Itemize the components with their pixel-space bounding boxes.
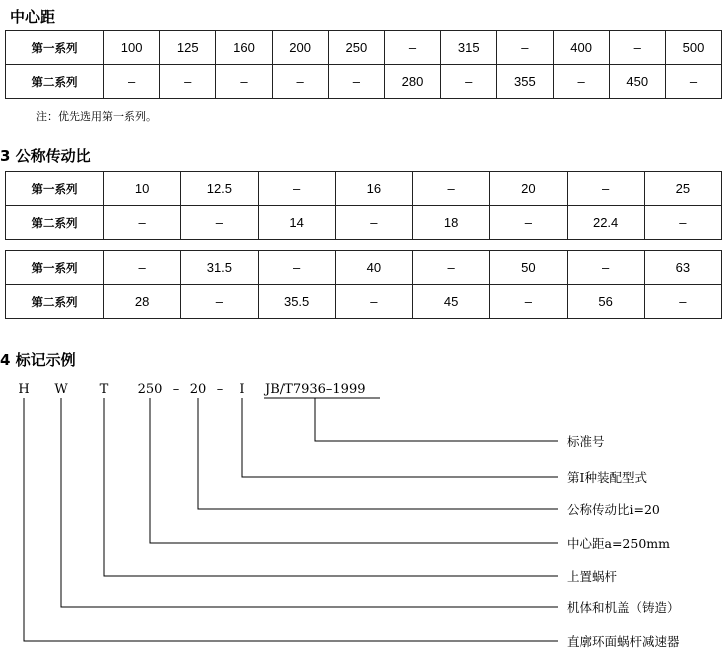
code-w: W — [54, 382, 68, 397]
leader-center-distance — [150, 398, 558, 543]
table-cell: 56 — [567, 285, 644, 319]
table-cell: 14 — [258, 206, 335, 240]
table-cell: 355 — [497, 65, 553, 99]
code-ratio: 20 — [189, 382, 207, 397]
label-assembly: 第I种装配型式 — [567, 470, 647, 485]
table-cell: 500 — [665, 31, 721, 65]
table-cell: 25 — [644, 172, 721, 206]
table-cell: 18 — [413, 206, 490, 240]
table-cell: – — [490, 206, 567, 240]
row-label: 第二系列 — [6, 65, 104, 99]
table-cell: – — [567, 172, 644, 206]
table-cell: – — [160, 65, 216, 99]
table-cell: – — [272, 65, 328, 99]
code-dash: – — [172, 382, 180, 397]
table-cell: 100 — [104, 31, 160, 65]
table-cell: 31.5 — [181, 251, 258, 285]
row-label: 第一系列 — [6, 31, 104, 65]
table-cell: 12.5 — [181, 172, 258, 206]
code-standard: JB/T7936–1999 — [265, 382, 366, 397]
table-cell: – — [258, 251, 335, 285]
table-note: 注：优先选用第一系列。 — [36, 110, 157, 123]
row-label: 第二系列 — [6, 285, 104, 319]
table-cell: 160 — [216, 31, 272, 65]
table-cell: 50 — [490, 251, 567, 285]
row-label: 第一系列 — [6, 172, 104, 206]
code-center-distance: 250 — [137, 382, 163, 397]
table-cell: – — [441, 65, 497, 99]
table-cell: 40 — [335, 251, 412, 285]
leader-lines — [24, 398, 558, 641]
row-label: 第一系列 — [6, 251, 104, 285]
table-cell: 10 — [104, 172, 181, 206]
table-cell: 250 — [328, 31, 384, 65]
table-cell: 22.4 — [567, 206, 644, 240]
code-t: T — [99, 382, 109, 397]
section-title-marking: 4 标记示例 — [0, 351, 76, 369]
leader-ratio — [198, 398, 558, 509]
table-cell: – — [567, 251, 644, 285]
row-label: 第二系列 — [6, 206, 104, 240]
table-cell: – — [181, 285, 258, 319]
table-cell: 35.5 — [258, 285, 335, 319]
table-cell: – — [335, 285, 412, 319]
table-cell: – — [609, 31, 665, 65]
table-cell: – — [104, 251, 181, 285]
section-title-center-distance: 中心距 — [10, 8, 56, 26]
label-housing: 机体和机盖（铸造） — [567, 600, 680, 615]
table-cell: – — [328, 65, 384, 99]
table-cell: 63 — [644, 251, 721, 285]
table-cell: – — [413, 251, 490, 285]
table-cell: – — [384, 31, 440, 65]
table-cell: 315 — [441, 31, 497, 65]
table-cell: 28 — [104, 285, 181, 319]
table-cell: – — [335, 206, 412, 240]
label-ratio: 公称传动比i=20 — [567, 502, 660, 517]
table-cell: – — [181, 206, 258, 240]
table-cell: – — [644, 206, 721, 240]
label-reducer: 直廓环面蜗杆减速器 — [567, 634, 680, 649]
table-cell: 200 — [272, 31, 328, 65]
table-cell: – — [665, 65, 721, 99]
label-worm-position: 上置蜗杆 — [567, 569, 618, 584]
code-h: H — [18, 382, 30, 397]
table-cell: 450 — [609, 65, 665, 99]
leader-standard — [315, 398, 558, 441]
table-cell: – — [413, 172, 490, 206]
table-cell: – — [104, 65, 160, 99]
leader-worm-position — [104, 398, 558, 576]
table-cell: 280 — [384, 65, 440, 99]
label-standard: 标准号 — [567, 434, 605, 449]
table-cell: – — [644, 285, 721, 319]
table-cell: – — [104, 206, 181, 240]
section-title-ratio: 3 公称传动比 — [0, 147, 91, 165]
label-center-distance: 中心距a=250mm — [567, 536, 670, 551]
table-cell: 16 — [335, 172, 412, 206]
table-cell: – — [216, 65, 272, 99]
table-cell: – — [553, 65, 609, 99]
table-cell: – — [490, 285, 567, 319]
table-cell: 400 — [553, 31, 609, 65]
table-cell: – — [497, 31, 553, 65]
code-dash: – — [216, 382, 224, 397]
table-cell: 125 — [160, 31, 216, 65]
code-assembly: I — [239, 382, 245, 397]
leader-assembly — [242, 398, 558, 477]
table-cell: 45 — [413, 285, 490, 319]
table-cell: 20 — [490, 172, 567, 206]
table-cell: – — [258, 172, 335, 206]
